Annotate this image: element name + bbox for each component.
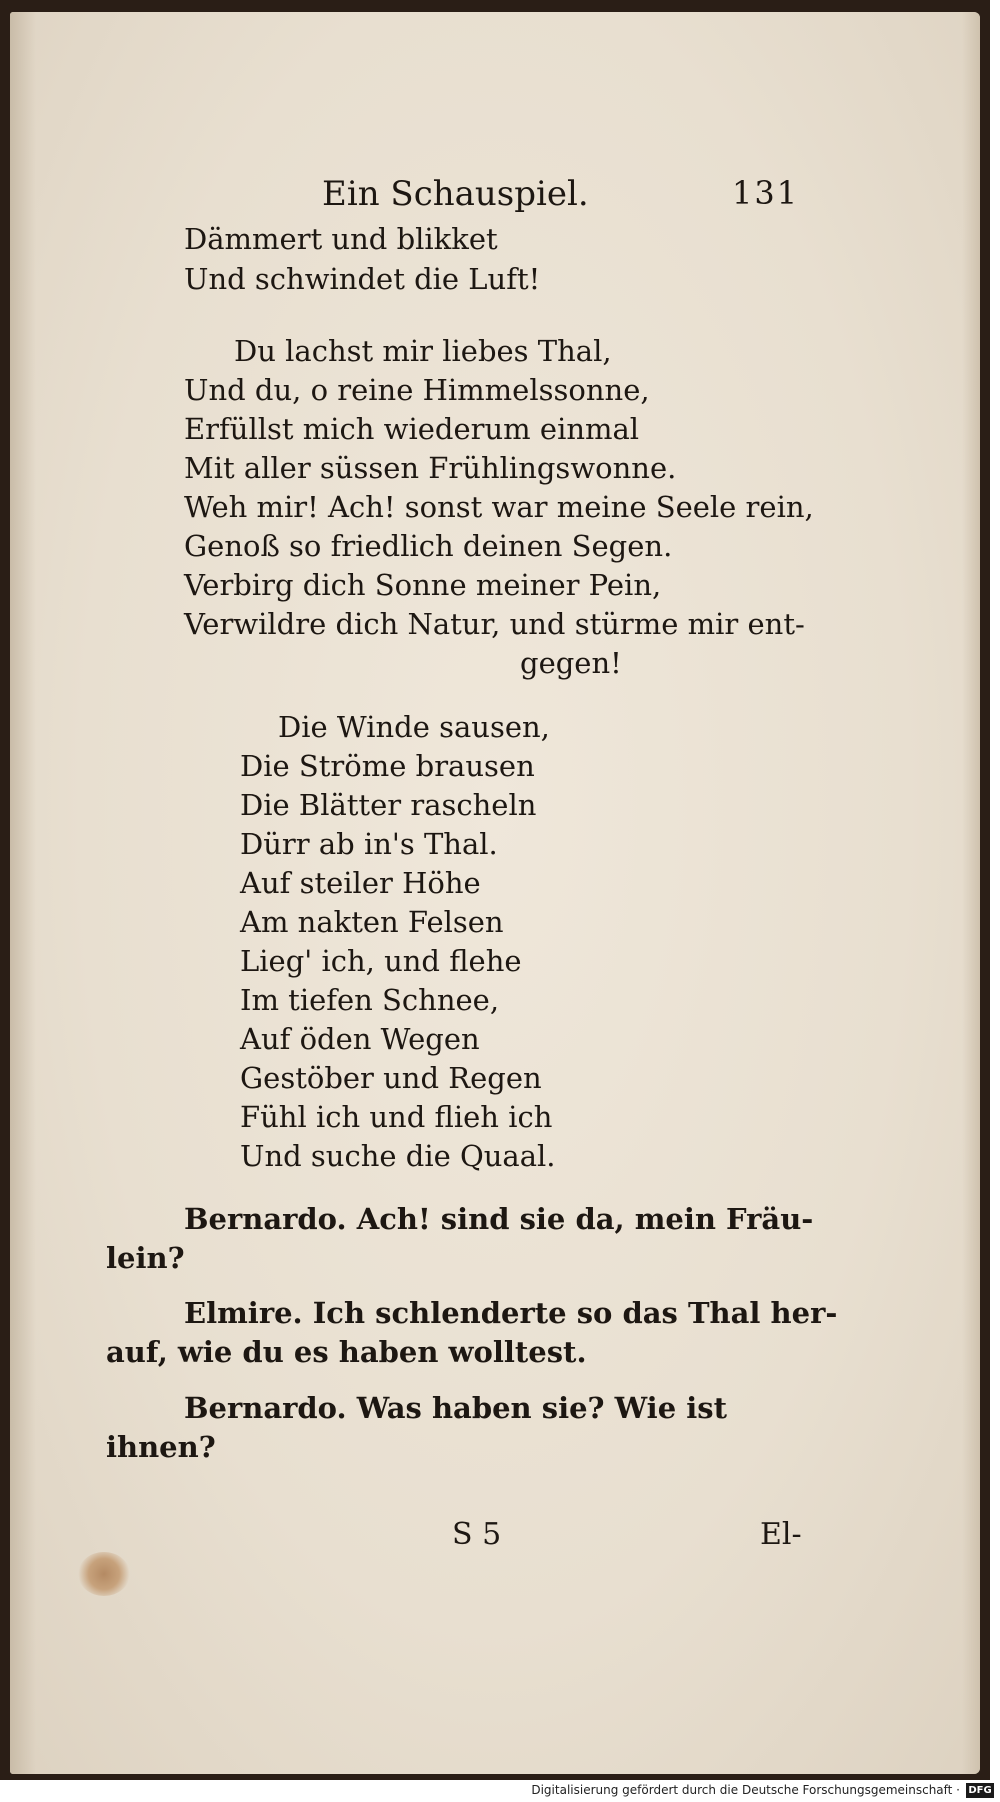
text-line: Die Blätter rascheln [240,788,537,822]
text-line: Die Winde sausen, [278,710,550,744]
text-line: Elmire. Ich schlenderte so das Thal her- [184,1296,838,1330]
text-line: Am nakten Felsen [240,905,504,939]
text-line: Lieg' ich, und flehe [240,944,522,978]
text-line: Verbirg dich Sonne meiner Pein, [184,568,662,602]
text-line: Du lachst mir liebes Thal, [234,334,612,368]
text-line: Bernardo. Ach! sind sie da, mein Fräu- [184,1202,814,1236]
text-line: Auf öden Wegen [240,1022,480,1056]
text-line: Und suche die Quaal. [240,1139,556,1173]
credit-bar [0,1780,1000,1802]
text-line: ihnen? [106,1430,216,1464]
book-page [10,12,980,1774]
page-number: 131 [732,174,800,212]
text-line: Bernardo. Was haben sie? Wie ist [184,1391,727,1425]
running-head-title: Ein Schauspiel. [322,174,589,214]
text-line: Genoß so friedlich deinen Segen. [184,529,673,563]
text-line: Mit aller süssen Frühlingswonne. [184,451,677,485]
dfg-logo: DFG [966,1783,994,1798]
text-line: Und du, o reine Himmelssonne, [184,373,650,407]
text-line: Dürr ab in's Thal. [240,827,498,861]
text-line: Dämmert und blikket [184,222,498,256]
text-line: Erfüllst mich wiederum einmal [184,412,640,446]
page-stain [78,1552,130,1596]
text-line: gegen! [520,646,622,680]
text-line: auf, wie du es haben wolltest. [106,1335,587,1369]
text-line: Auf steiler Höhe [240,866,481,900]
text-line: lein? [106,1241,185,1275]
text-line: Fühl ich und flieh ich [240,1100,553,1134]
text-line: Die Ströme brausen [240,749,535,783]
catchword: El- [760,1517,802,1552]
text-line: Und schwindet die Luft! [184,262,541,296]
signature-mark: S 5 [452,1517,502,1552]
text-line: Weh mir! Ach! sonst war meine Seele rein, [184,490,814,524]
credit-text: Digitalisierung gefördert durch die Deutsche Forschungsgemeinschaft · [531,1783,960,1797]
text-line: Gestöber und Regen [240,1061,542,1095]
text-line: Verwildre dich Natur, und stürme mir ent- [184,607,805,641]
text-line: Im tiefen Schnee, [240,983,500,1017]
